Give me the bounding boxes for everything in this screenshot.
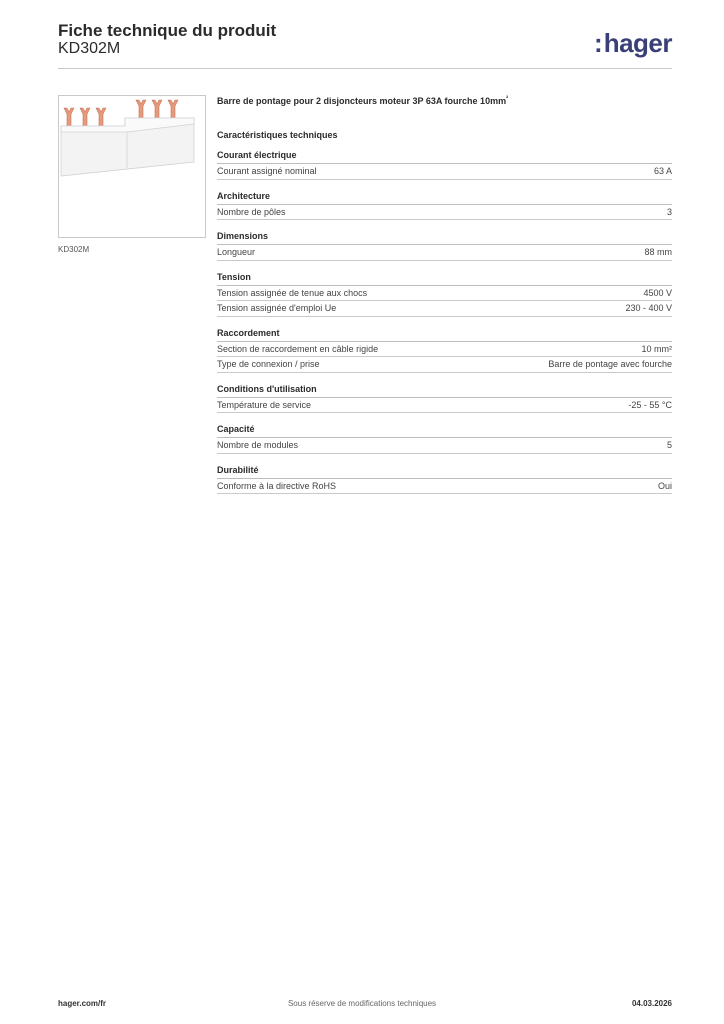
specs-heading: Caractéristiques techniques bbox=[217, 130, 338, 140]
spec-row bbox=[217, 245, 672, 261]
spec-value: -25 - 55 °C bbox=[628, 399, 672, 410]
spec-group-title: Tension bbox=[217, 272, 672, 286]
product-details bbox=[217, 96, 672, 505]
busbar-housing bbox=[61, 118, 194, 176]
spec-label: Longueur bbox=[217, 247, 256, 257]
spec-group bbox=[217, 384, 672, 414]
spec-row bbox=[217, 357, 672, 373]
spec-value: Barre de pontage avec fourche bbox=[548, 359, 672, 369]
spec-label: Conforme à la directive RoHS bbox=[217, 480, 337, 491]
spec-label: Courant assigné nominal bbox=[217, 166, 317, 176]
spec-row bbox=[217, 301, 672, 317]
spec-group bbox=[217, 424, 672, 454]
spec-row bbox=[217, 479, 672, 495]
footer-website: hager.com/fr bbox=[58, 999, 107, 1008]
busbar-illustration bbox=[59, 96, 205, 237]
spec-group bbox=[217, 191, 672, 221]
spec-group-title: Capacité bbox=[217, 424, 672, 438]
spec-label: Tension assignée d'emploi Ue bbox=[217, 303, 337, 313]
spec-value: 3 bbox=[666, 206, 672, 217]
spec-row bbox=[217, 342, 672, 358]
spec-group-title: Durabilité bbox=[217, 465, 672, 479]
spec-value: 5 bbox=[666, 440, 672, 450]
product-description bbox=[217, 96, 672, 106]
spec-group bbox=[217, 150, 672, 180]
page-title: Fiche technique du produit bbox=[58, 21, 277, 40]
footer-notice: Sous réserve de modifications techniques bbox=[287, 999, 437, 1008]
spec-label: Type de connexion / prise bbox=[217, 359, 320, 369]
footer-date: 04.03.2026 bbox=[631, 999, 672, 1008]
description-text: Barre de pontage pour 2 disjoncteurs moteur 3P 63A fourche 10mm bbox=[217, 96, 507, 106]
hager-logo: :hager bbox=[594, 28, 672, 58]
spec-row bbox=[217, 205, 672, 221]
spec-group-title: Conditions d'utilisation bbox=[217, 384, 672, 398]
spec-row bbox=[217, 286, 672, 302]
spec-group-title: Raccordement bbox=[217, 328, 672, 342]
header-divider bbox=[58, 68, 672, 69]
description-superscript: ² bbox=[506, 96, 509, 102]
spec-group-title: Architecture bbox=[217, 191, 672, 205]
spec-group-title: Dimensions bbox=[217, 231, 672, 245]
spec-value: 63 A bbox=[653, 166, 672, 176]
spec-label: Section de raccordement en câble rigide bbox=[217, 343, 379, 354]
spec-group bbox=[217, 272, 672, 317]
product-image bbox=[58, 95, 206, 238]
spec-group bbox=[217, 465, 672, 495]
spec-groups bbox=[217, 150, 672, 494]
spec-group bbox=[217, 231, 672, 261]
spec-row bbox=[217, 398, 672, 414]
spec-group bbox=[217, 328, 672, 373]
spec-value: 88 mm bbox=[644, 247, 672, 257]
spec-row bbox=[217, 164, 672, 180]
product-reference: KD302M bbox=[58, 40, 121, 57]
spec-label: Nombre de modules bbox=[217, 440, 299, 450]
image-caption: KD302M bbox=[58, 245, 90, 254]
spec-label: Nombre de pôles bbox=[217, 206, 286, 217]
logo-text: hager bbox=[603, 28, 672, 58]
spec-label: Température de service bbox=[217, 399, 312, 410]
spec-row bbox=[217, 438, 672, 454]
spec-value: 10 mm² bbox=[641, 343, 672, 354]
spec-group-title: Courant électrique bbox=[217, 150, 672, 164]
spec-value: 230 - 400 V bbox=[625, 303, 672, 313]
spec-label: Tension assignée de tenue aux chocs bbox=[217, 287, 368, 298]
spec-value: 4500 V bbox=[643, 287, 672, 298]
spec-value: Oui bbox=[657, 480, 672, 491]
